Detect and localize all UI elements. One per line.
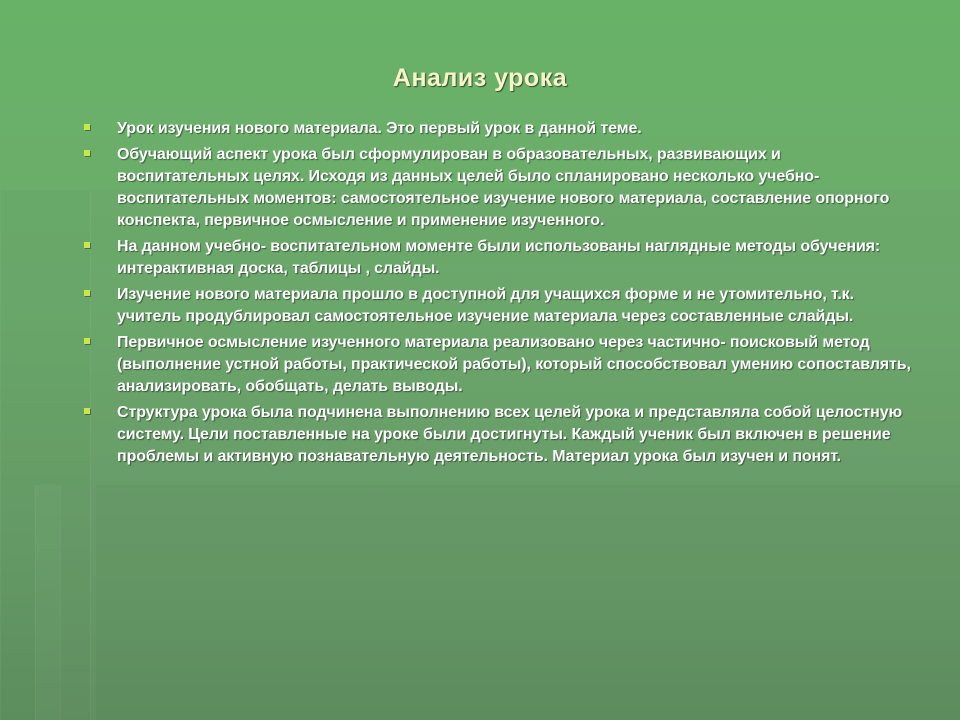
list-item-text: На данном учебно- воспитательном моменте были использованы наглядные методы обучения: интерактивная доска, таблицы , слайды. [117, 238, 881, 277]
background-panel [60, 485, 960, 720]
square-bullet-icon [84, 338, 90, 344]
list-item-text: Изучение нового материала прошло в доступной для учащихся форме и не утомительно, т.к. учитель продублировал самостоятельное изучение материала через составленные слайды. [117, 286, 854, 325]
square-bullet-icon [84, 150, 90, 156]
list-item [82, 118, 912, 140]
list-item [82, 284, 912, 328]
list-item-text: Структура урока была подчинена выполнению всех целей урока и представляла собой целостную систему. Цели поставленные на уроке были достигнуты. Каждый ученик был включен в решение проблемы и активную познавательную деятельность. Материал урока был изучен и понят. [117, 404, 903, 465]
list-item-text: Первичное осмысление изученного материала реализовано через частично- поисковый метод (выполнение устной работы, практической работы), который способствовал умению сопоставлять, анализировать, обобщать, делать выводы. [117, 334, 911, 395]
list-item [82, 144, 912, 232]
square-bullet-icon [84, 290, 90, 296]
square-bullet-icon [84, 242, 90, 248]
list-item [82, 402, 912, 468]
list-item [82, 332, 912, 398]
slide-title: Анализ урока [392, 64, 568, 92]
square-bullet-icon [84, 124, 90, 130]
list-item [82, 236, 912, 280]
list-item-text: Урок изучения нового материала. Это первый урок в данной теме. [117, 120, 642, 137]
list-item-text: Обучающий аспект урока был сформулирован в образовательных, развивающих и воспитательных целях. Исходя из данных целей было спланировано несколько учебно-воспитательных моментов: самостоятельное изучение нового материала, составление опорного конспекта, первичное осмысление и применение изученного. [117, 146, 890, 229]
bullet-list [82, 118, 912, 472]
square-bullet-icon [84, 408, 90, 414]
